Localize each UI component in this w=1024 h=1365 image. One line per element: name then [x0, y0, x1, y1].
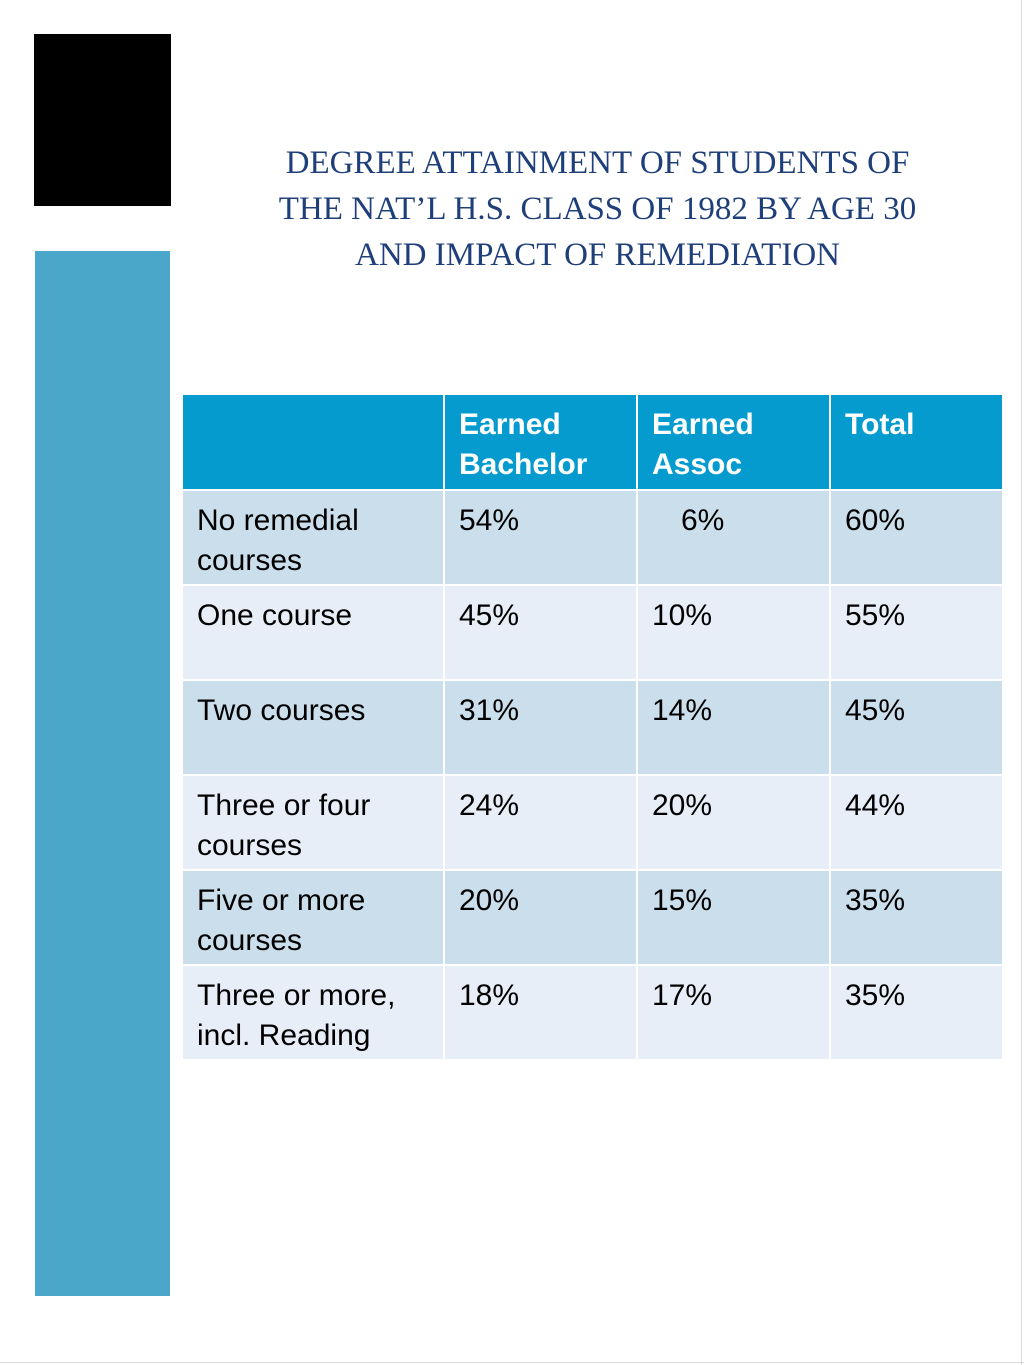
title-line-3: AND IMPACT OF REMEDIATION	[355, 237, 840, 273]
remediation-table	[181, 393, 1004, 1061]
header-cell-category	[182, 394, 444, 490]
table-row	[182, 965, 1003, 1060]
assoc-cell: 15%	[637, 870, 830, 965]
total-cell: 44%	[830, 775, 1003, 870]
assoc-cell: 6%	[637, 490, 830, 585]
sidebar-bar	[35, 251, 170, 1296]
header-cell-earned-bachelor: Earned Bachelor	[444, 394, 637, 490]
slide-title	[210, 140, 985, 278]
table-row	[182, 680, 1003, 775]
row-label-cell: Two courses	[182, 680, 444, 775]
table-header-row	[182, 394, 1003, 490]
total-cell: 55%	[830, 585, 1003, 680]
total-cell: 35%	[830, 870, 1003, 965]
slide-right-edge	[1021, 0, 1022, 1365]
table-row	[182, 490, 1003, 585]
row-label-cell: Three or four courses	[182, 775, 444, 870]
bachelor-cell: 31%	[444, 680, 637, 775]
bachelor-cell: 45%	[444, 585, 637, 680]
table-row	[182, 585, 1003, 680]
assoc-cell: 10%	[637, 585, 830, 680]
total-cell: 35%	[830, 965, 1003, 1060]
bachelor-cell: 24%	[444, 775, 637, 870]
bachelor-cell: 54%	[444, 490, 637, 585]
row-label-cell: One course	[182, 585, 444, 680]
row-label-cell: No remedial courses	[182, 490, 444, 585]
total-cell: 45%	[830, 680, 1003, 775]
assoc-cell: 17%	[637, 965, 830, 1060]
assoc-cell: 14%	[637, 680, 830, 775]
row-label-cell: Five or more courses	[182, 870, 444, 965]
bachelor-cell: 18%	[444, 965, 637, 1060]
total-cell: 60%	[830, 490, 1003, 585]
header-cell-total: Total	[830, 394, 1003, 490]
table-row	[182, 775, 1003, 870]
accent-block	[34, 34, 171, 206]
header-cell-earned-assoc: Earned Assoc	[637, 394, 830, 490]
title-line-2: THE NAT’L H.S. CLASS OF 1982 BY AGE 30	[278, 191, 917, 227]
title-line-1: DEGREE ATTAINMENT OF STUDENTS OF	[285, 145, 910, 181]
table-row	[182, 870, 1003, 965]
bachelor-cell: 20%	[444, 870, 637, 965]
slide-bottom-edge	[0, 1362, 1024, 1363]
assoc-cell: 20%	[637, 775, 830, 870]
row-label-cell: Three or more, incl. Reading	[182, 965, 444, 1060]
